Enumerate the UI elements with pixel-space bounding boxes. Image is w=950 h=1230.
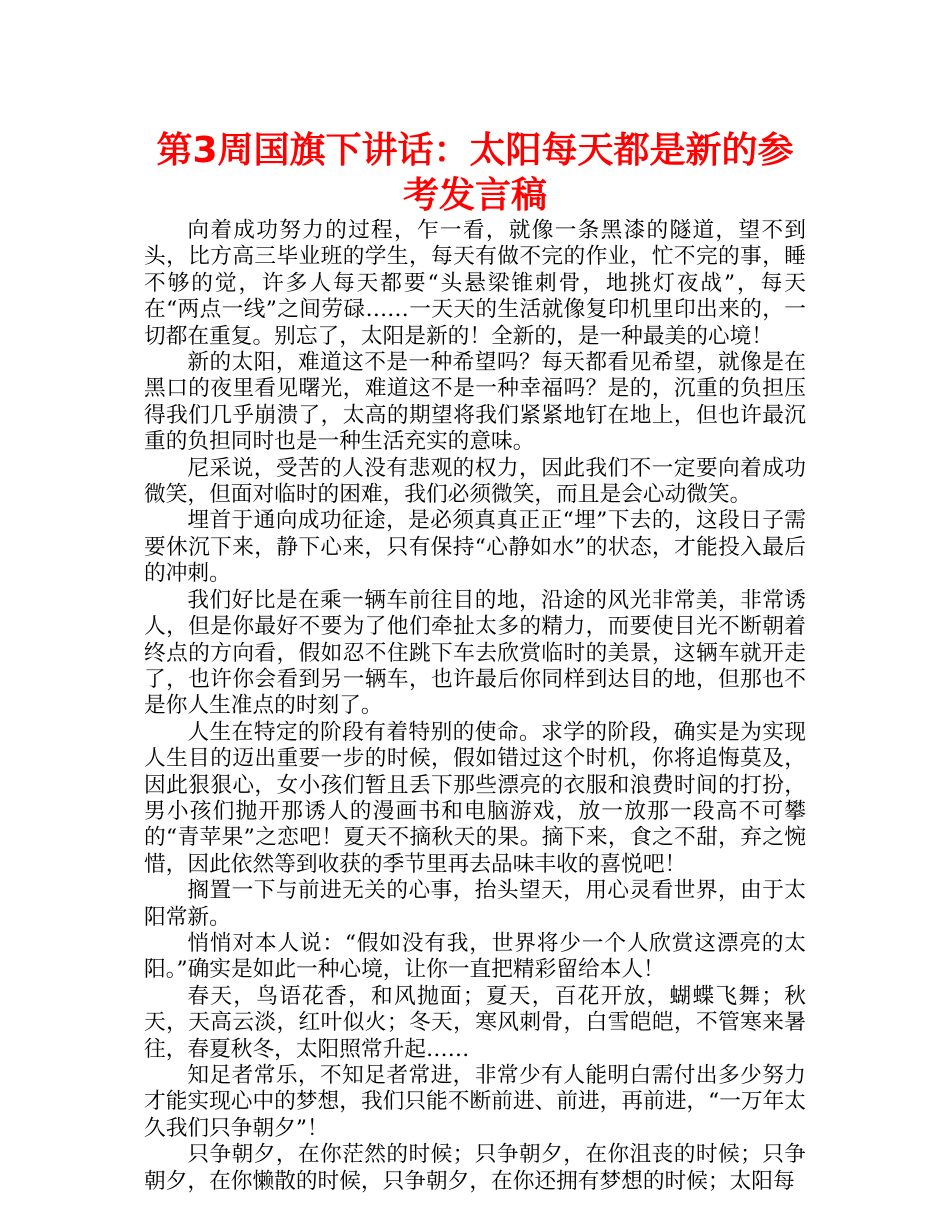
paragraph-5: 我们好比是在乘一辆车前往目的地，沿途的风光非常美，非常诱人，但是你最好不要为了他们牵扯太多的精力，而要使目光不断朝着终点的方向看，假如忍不住跳下车去欣赏临时的美景，这辆车就开走了，也许你会看到另一辆车，也许最后你同样到达目的地，但那也不是你人生准点的时刻了。 [144, 587, 806, 719]
paragraph-10: 知足者常乐，不知足者常进，非常少有人能明白需付出多少努力才能实现心中的梦想，我们只能不断前进、前进，再前进，“一万年太久我们只争朝夕”！ [144, 1063, 806, 1141]
document-body [144, 218, 806, 1195]
document-page [144, 128, 806, 1195]
paragraph-11: 只争朝夕，在你茫然的时候；只争朝夕，在你沮丧的时候；只争朝夕，在你懒散的时候，只争朝夕，在你还拥有梦想的时候；太阳每 [144, 1142, 806, 1194]
paragraph-2: 新的太阳，难道这不是一种希望吗？每天都看见希望，就像是在黑口的夜里看见曙光，难道这不是一种幸福吗？是的，沉重的负担压得我们几乎崩溃了，太高的期望将我们紧紧地钉在地上，但也许最沉重的负担同时也是一种生活充实的意味。 [144, 350, 806, 455]
document-title: 第3周国旗下讲话：太阳每天都是新的参考发言稿 [156, 130, 794, 216]
paragraph-1: 向着成功努力的过程，乍一看，就像一条黑漆的隧道，望不到头，比方高三毕业班的学生，每天有做不完的作业，忙不完的事，睡不够的觉，许多人每天都要“头悬梁锥刺骨，地挑灯夜战”，每天在“两点一线”之间劳碌……一天天的生活就像复印机里印出来的，一切都在重复。别忘了，太阳是新的！全新的，是一种最美的心境！ [144, 218, 806, 349]
paragraph-8: 悄悄对本人说：“假如没有我，世界将少一个人欣赏这漂亮的太阳。”确实是如此一种心境，让你一直把精彩留给本人！ [144, 930, 806, 983]
paragraph-9: 春天，鸟语花香，和风抛面；夏天，百花开放，蝴蝶飞舞；秋天，天高云淡，红叶似火；冬天，寒风刺骨，白雪皑皑，不管寒来暑往，春夏秋冬，太阳照常升起…… [144, 983, 806, 1062]
paragraph-6: 人生在特定的阶段有着特别的使命。求学的阶段，确实是为实现人生目的迈出重要一步的时候，假如错过这个时机，你将追悔莫及，因此狠狠心，女小孩们暂且丢下那些漂亮的衣服和浪费时间的打扮，男小孩们抛开那诱人的漫画书和电脑游戏，放一放那一段高不可攀的“青苹果”之恋吧！夏天不摘秋天的果。摘下来，食之不甜，弃之惋惜，因此依然等到收获的季节里再去品味丰收的喜悦吧！ [144, 719, 806, 877]
paragraph-3: 尼采说，受苦的人没有悲观的权力，因此我们不一定要向着成功微笑，但面对临时的困难，我们必须微笑，而且是会心动微笑。 [144, 455, 806, 508]
paragraph-7: 搁置一下与前进无关的心事，抬头望天，用心灵看世界，由于太阳常新。 [144, 878, 806, 930]
paragraph-4: 埋首于通向成功征途，是必须真真正正“埋”下去的，这段日子需要休沉下来，静下心来，只有保持“心静如水”的状态，才能投入最后的冲刺。 [144, 508, 806, 587]
